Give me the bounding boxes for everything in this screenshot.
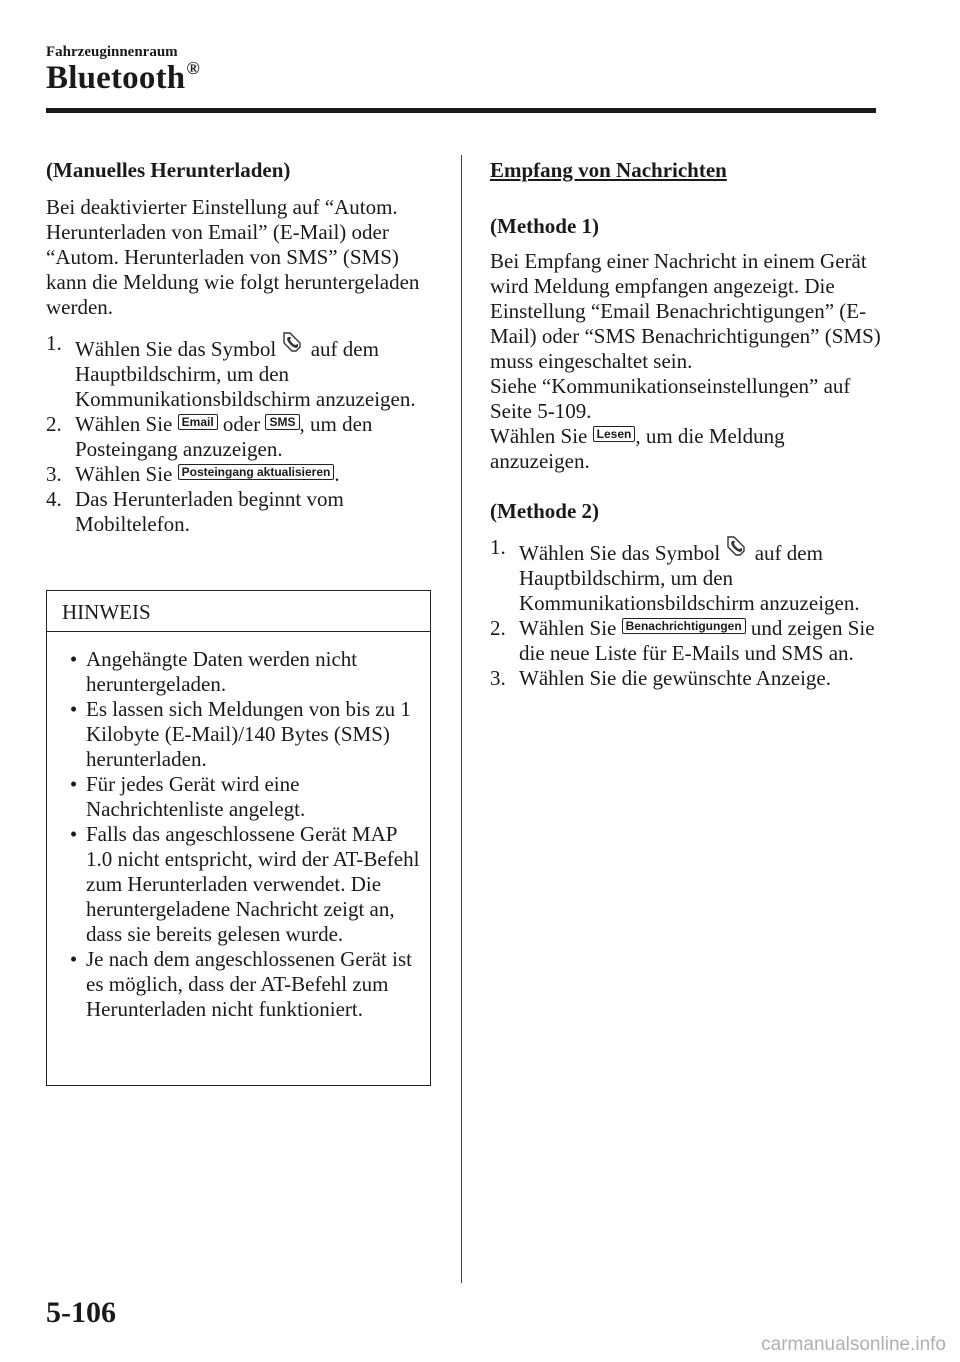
- step-text-part: auf dem Hauptbildschirm, um den Kommunikationsbildschirm anzuzeigen.: [75, 337, 416, 411]
- step-text-part: Wählen Sie: [519, 616, 617, 640]
- step-text-part: Wählen Sie das Symbol: [519, 541, 721, 565]
- step-1: [46, 331, 436, 412]
- step-number: 2.: [490, 616, 506, 640]
- step-text-part: .: [334, 462, 340, 486]
- note-title: HINWEIS: [62, 600, 151, 624]
- note-item: [61, 947, 420, 1022]
- note-item: [61, 697, 420, 772]
- step-number: 1.: [490, 535, 506, 559]
- column-divider: [461, 155, 462, 1283]
- chapter-title-text: Bluetooth: [46, 60, 186, 96]
- bullet-icon: •: [69, 647, 78, 671]
- step-text: [519, 535, 882, 616]
- note-text: Falls das angeschlossene Gerät MAP 1.0 nicht entspricht, wird der AT-Befehl zum Herunterladen verwendet. Die heruntergeladene Nachricht zeigt an, dass sie bereits gelesen wurde.: [86, 822, 420, 946]
- read-instruction: Wählen Sie: [490, 424, 588, 448]
- step-text-part: auf dem Hauptbildschirm, um den Kommunikationsbildschirm anzuzeigen.: [519, 541, 860, 615]
- note-item: [61, 647, 420, 697]
- bullet-icon: •: [69, 947, 78, 971]
- refresh-inbox-button[interactable]: Posteingang aktualisieren: [178, 464, 335, 480]
- step-number: 4.: [46, 487, 62, 511]
- step-number: 2.: [46, 412, 62, 436]
- step-text-part: , um den Posteingang anzuzeigen.: [75, 412, 373, 461]
- bullet-icon: •: [69, 697, 78, 721]
- step-number: 3.: [490, 666, 506, 690]
- note-item: [61, 822, 420, 947]
- note-text: Es lassen sich Meldungen von bis zu 1 Kilobyte (E-Mail)/140 Bytes (SMS) herunterladen.: [86, 697, 411, 771]
- phone-icon: [282, 331, 304, 353]
- bullet-icon: •: [69, 772, 78, 796]
- step-text-part: Wählen Sie: [75, 462, 173, 486]
- notifications-button[interactable]: Benachrichtigungen: [622, 618, 746, 634]
- watermark: carmanualsonline.info: [761, 1334, 946, 1355]
- registered-mark: ®: [186, 58, 200, 78]
- step-text: Das Herunterladen beginnt vom Mobiltelefon.: [75, 487, 344, 536]
- note-text: Je nach dem angeschlossenen Gerät ist es möglich, dass der AT-Befehl zum Herunterladen nicht funktioniert.: [86, 947, 412, 1021]
- read-button[interactable]: Lesen: [593, 426, 636, 442]
- phone-icon: [726, 535, 748, 557]
- step-1: [490, 535, 882, 616]
- method-1-text: [490, 249, 882, 474]
- header-rule: [46, 108, 876, 113]
- method-2-heading: (Methode 2): [490, 499, 600, 523]
- note-box: [46, 590, 431, 1086]
- read-instruction-end: , um die Meldung anzuzeigen.: [490, 424, 785, 473]
- step-text: Wählen Sie die gewünschte Anzeige.: [519, 666, 831, 690]
- step-2: [46, 412, 436, 462]
- step-number: 3.: [46, 462, 62, 486]
- step-text: [75, 412, 436, 462]
- receive-messages-heading: Empfang von Nachrichten: [490, 158, 727, 182]
- step-text: [75, 462, 436, 487]
- note-text: Für jedes Gerät wird eine Nachrichtenliste angelegt.: [86, 772, 306, 821]
- settings-reference: Siehe “Kommunikationseinstellungen” auf Seite 5-109.: [490, 374, 851, 423]
- right-column: [490, 158, 882, 691]
- step-text: [519, 616, 882, 666]
- step-number: 1.: [46, 331, 62, 355]
- step-3: [46, 462, 436, 487]
- step-text-part: Wählen Sie das Symbol: [75, 337, 277, 361]
- step-4: [46, 487, 436, 537]
- bullet-icon: •: [69, 822, 78, 846]
- method-1-description: Bei Empfang einer Nachricht in einem Gerät wird Meldung empfangen angezeigt. Die Einstellung “Email Benachrichtigungen” (E-Mail) oder “SMS Benachrichtigungen” (SMS) muss eingeschaltet sein.: [490, 249, 881, 373]
- step-2: [490, 616, 882, 666]
- step-text-part: und zeigen Sie die neue Liste für E-Mails und SMS an.: [519, 616, 875, 665]
- method-2-steps: [490, 535, 882, 691]
- manual-download-steps: [46, 331, 436, 537]
- note-text: Angehängte Daten werden nicht heruntergeladen.: [86, 647, 358, 696]
- sms-button[interactable]: SMS: [265, 414, 299, 430]
- section-label: Fahrzeuginnenraum: [46, 44, 178, 60]
- page-number: 5-106: [46, 1296, 116, 1329]
- step-text: [75, 331, 436, 412]
- email-button[interactable]: Email: [178, 414, 218, 430]
- manual-download-heading: (Manuelles Herunterladen): [46, 158, 291, 182]
- method-1-heading: (Methode 1): [490, 214, 600, 238]
- note-list: [47, 632, 430, 1022]
- step-text-part: Wählen Sie: [75, 412, 173, 436]
- manual-download-intro: Bei deaktivierter Einstellung auf “Autom. Herunterladen von Email” (E-Mail) oder “Autom. Herunterladen von SMS” (SMS) kann die Meldung wie folgt heruntergeladen werden.: [46, 195, 420, 319]
- step-3: [490, 666, 882, 691]
- step-text-part: oder: [222, 412, 261, 436]
- note-item: [61, 772, 420, 822]
- left-column: [46, 158, 436, 537]
- chapter-title: [46, 58, 200, 97]
